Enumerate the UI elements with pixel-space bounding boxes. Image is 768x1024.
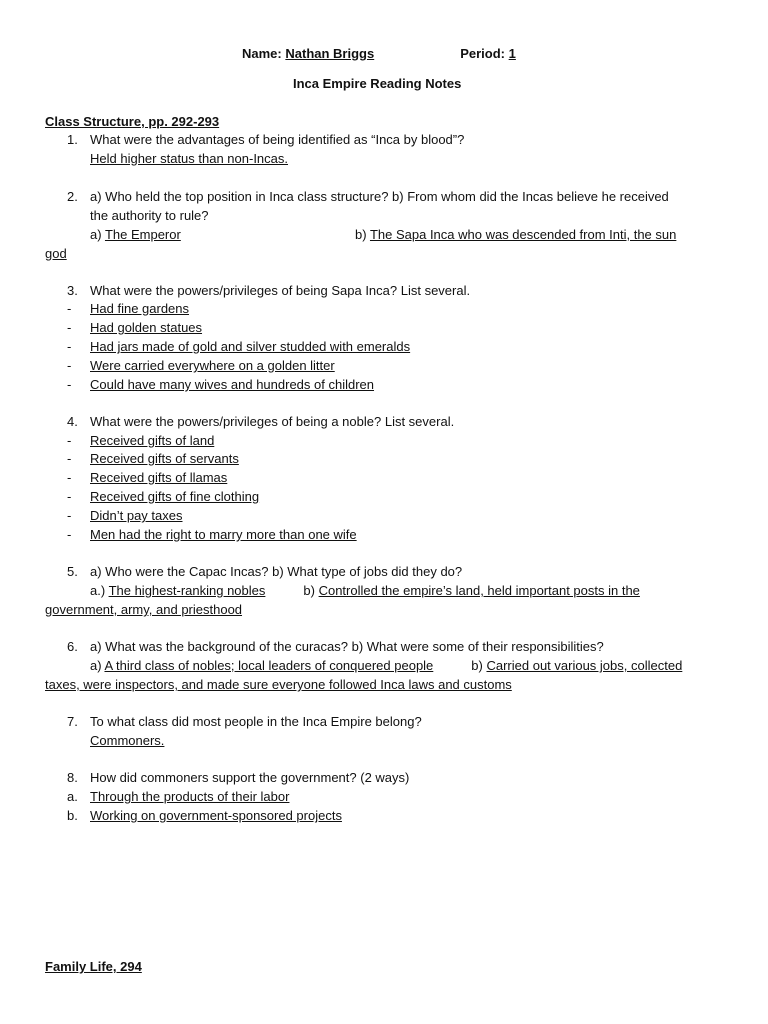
name-line <box>242 46 516 62</box>
question-text: What were the powers/privileges of being a noble? List several. <box>90 414 455 429</box>
list-item: Through the products of their labor <box>90 789 290 804</box>
answer-text-continued: god <box>45 246 67 261</box>
answer-label: b) <box>303 583 315 598</box>
answer-text: The Emperor <box>104 227 181 242</box>
answer-line <box>90 658 682 674</box>
section-heading-class-structure: Class Structure, pp. 292-293 <box>45 114 220 129</box>
answer-a-line <box>90 227 181 243</box>
answer-text-continued: taxes, were inspectors, and made sure everyone followed Inca laws and customs <box>45 677 512 692</box>
question-number: 4. <box>67 414 78 429</box>
bullet-dash: - <box>67 377 72 392</box>
answer-text: Commoners. <box>90 733 165 748</box>
bullet-dash: - <box>67 489 72 504</box>
list-item: Could have many wives and hundreds of children <box>90 377 375 392</box>
list-item: Men had the right to marry more than one wife <box>90 527 357 542</box>
question-text: a) Who were the Capac Incas? b) What type of jobs did they do? <box>90 564 463 579</box>
question-number: 8. <box>67 770 78 785</box>
question-number: 5. <box>67 564 78 579</box>
question-text: How did commoners support the government? (2 ways) <box>90 770 410 785</box>
period-value: 1 <box>508 46 516 61</box>
list-item: Received gifts of servants <box>90 451 239 466</box>
list-item: Received gifts of land <box>90 433 215 448</box>
bullet-dash: - <box>67 358 72 373</box>
bullet-dash: - <box>67 433 72 448</box>
list-marker: b. <box>67 808 78 823</box>
list-item: Working on government-sponsored projects <box>90 808 342 823</box>
answer-label: b) <box>471 658 483 673</box>
bullet-dash: - <box>67 527 72 542</box>
answer-label: b) <box>355 227 367 242</box>
answer-b-line <box>355 227 676 243</box>
list-item: Were carried everywhere on a golden litter <box>90 358 335 373</box>
answer-line <box>90 583 640 599</box>
answer-text: A third class of nobles; local leaders of conquered people <box>104 658 434 673</box>
answer-text-continued: government, army, and priesthood <box>45 602 243 617</box>
question-number: 7. <box>67 714 78 729</box>
answer-text: The highest-ranking nobles <box>108 583 266 598</box>
question-text: a) Who held the top position in Inca class structure? b) From whom did the Incas believe he received <box>90 189 669 204</box>
bullet-dash: - <box>67 320 72 335</box>
list-item: Received gifts of llamas <box>90 470 228 485</box>
answer-label: a.) <box>90 583 106 598</box>
list-item: Didn’t pay taxes <box>90 508 183 523</box>
bullet-dash: - <box>67 451 72 466</box>
bullet-dash: - <box>67 508 72 523</box>
list-item: Had fine gardens <box>90 301 190 316</box>
question-number: 1. <box>67 132 78 147</box>
question-text: To what class did most people in the Inca Empire belong? <box>90 714 422 729</box>
answer-label: a) <box>90 658 102 673</box>
document-title: Inca Empire Reading Notes <box>293 76 462 91</box>
bullet-dash: - <box>67 301 72 316</box>
question-text: a) What was the background of the curacas? b) What were some of their responsibilities? <box>90 639 604 654</box>
list-marker: a. <box>67 789 78 804</box>
question-number: 2. <box>67 189 78 204</box>
bullet-dash: - <box>67 470 72 485</box>
name-label: Name: <box>242 46 282 61</box>
answer-text: The Sapa Inca who was descended from Inti, the sun <box>369 227 677 242</box>
list-item: Received gifts of fine clothing <box>90 489 260 504</box>
bullet-dash: - <box>67 339 72 354</box>
period-label: Period: <box>460 46 506 61</box>
list-item: Had jars made of gold and silver studded with emeralds <box>90 339 411 354</box>
answer-label: a) <box>90 227 102 242</box>
answer-text: Held higher status than non-Incas. <box>90 151 289 166</box>
question-number: 3. <box>67 283 78 298</box>
question-text: the authority to rule? <box>90 208 209 223</box>
question-text: What were the advantages of being identified as “Inca by blood”? <box>90 132 465 147</box>
list-item: Had golden statues <box>90 320 203 335</box>
section-heading-family-life: Family Life, 294 <box>45 959 142 974</box>
student-name: Nathan Briggs <box>285 46 375 61</box>
question-number: 6. <box>67 639 78 654</box>
question-text: What were the powers/privileges of being Sapa Inca? List several. <box>90 283 471 298</box>
answer-text: Controlled the empire’s land, held important posts in the <box>318 583 640 598</box>
answer-text: Carried out various jobs, collected <box>486 658 683 673</box>
